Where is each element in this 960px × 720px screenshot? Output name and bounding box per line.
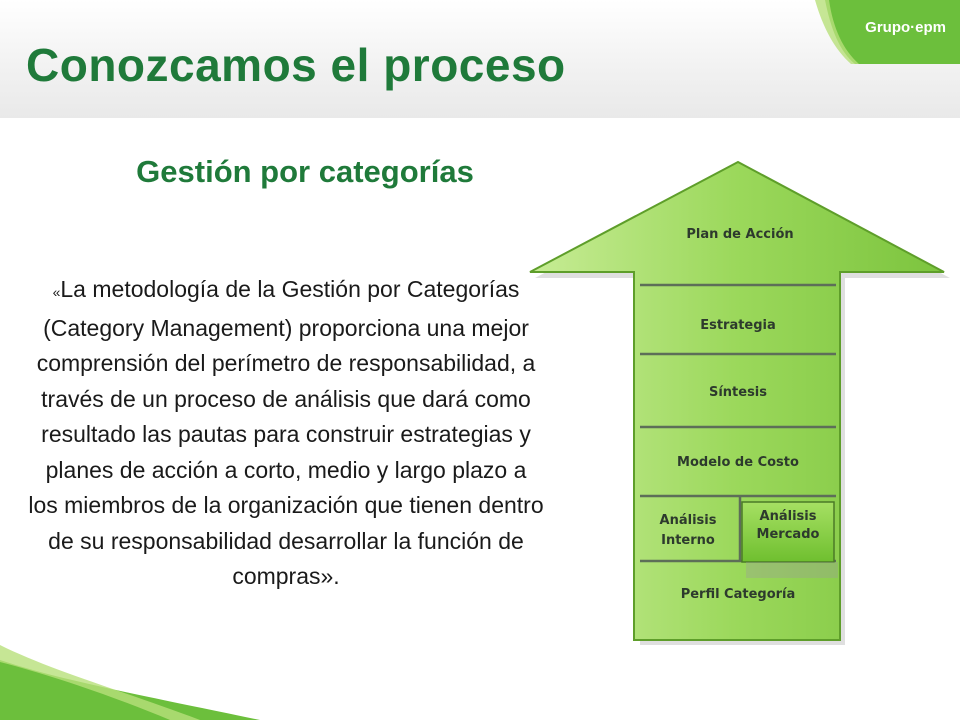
step-perfil-categoria: Perfil Categoría — [680, 587, 796, 602]
quote-body: La metodología de la Gestión por Categorías (Category Management) proporciona una mejor comprensión del perímetro de responsabilidad, a través de un proceso de análisis que dará como resultado las pautas para construir estrategias y planes de acción a corto, medio y largo plazo a los miembros de la organización que tienen dentro de su responsabilidad desarrollar la función de compras». — [28, 276, 544, 589]
step-modelo-de-costo: Modelo de Costo — [677, 455, 799, 470]
category-process-arrow — [520, 150, 950, 650]
step-analisis-interno-line2: Interno — [661, 533, 715, 548]
step-analisis-mercado-line2: Mercado — [756, 527, 820, 542]
section-subtitle: Gestión por categorías — [136, 154, 474, 189]
methodology-quote — [28, 272, 544, 595]
step-analisis-mercado-line1: Análisis — [759, 509, 817, 524]
step-estrategia: Estrategia — [700, 318, 776, 333]
brand-logo — [785, 0, 960, 64]
bottom-leaf-decoration — [0, 640, 260, 720]
quote-open-mark: « — [52, 284, 61, 300]
step-analisis-interno-line1: Análisis — [659, 513, 717, 528]
slide-title: Conozcamos el proceso — [26, 39, 566, 91]
highlight-shadow — [746, 562, 838, 578]
step-plan-de-accion: Plan de Acción — [686, 227, 794, 242]
step-sintesis: Síntesis — [708, 385, 768, 400]
logo-text: Grupo·epm — [865, 19, 946, 36]
